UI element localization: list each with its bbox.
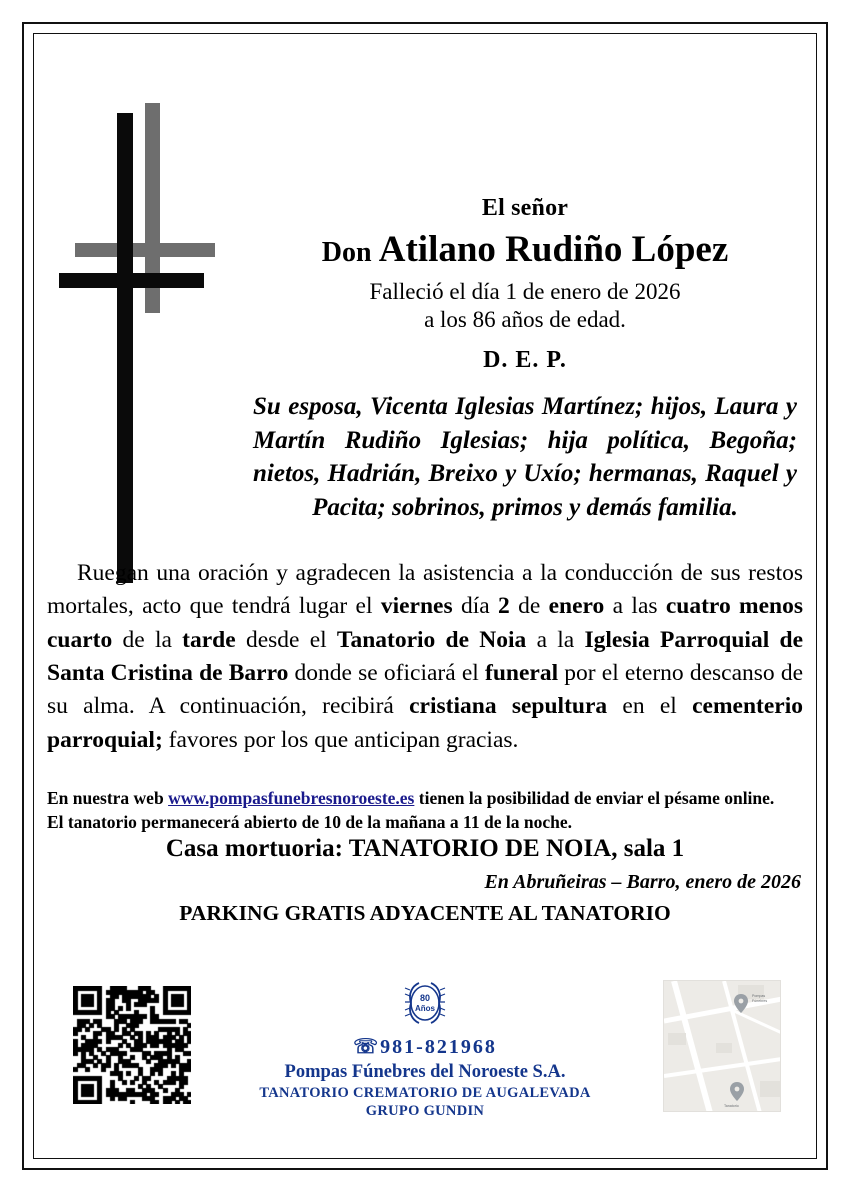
anniversary-badge-icon xyxy=(398,976,452,1030)
svg-text:Tanatorio: Tanatorio xyxy=(724,1104,739,1108)
service-paragraph xyxy=(47,557,803,757)
badge-top-text: 80 xyxy=(419,993,431,1003)
footer xyxy=(45,976,805,1141)
para-bold-cementerio: cementerio parroquial; xyxy=(47,693,803,753)
para-bold-funeral: funeral xyxy=(485,660,559,687)
location-map[interactable] xyxy=(663,980,781,1112)
para-part-8: donde se oficiará el xyxy=(288,660,485,687)
rip-abbreviation: D. E. P. xyxy=(483,347,567,373)
company-line-2: TANATORIO CREMATORIO DE AUGALEVADA xyxy=(259,1085,591,1101)
telephone-icon: ☏ xyxy=(353,1036,381,1058)
notice-content xyxy=(45,45,805,1147)
parking-note: PARKING GRATIS ADYACENTE AL TANATORIO xyxy=(179,901,671,925)
deceased-name xyxy=(245,228,805,271)
age-line: a los 86 años de edad. xyxy=(424,307,626,332)
para-bold-viernes: viernes xyxy=(380,593,453,620)
schedule-note: El tanatorio permanecerá abierto de 10 de la mañana a 11 de la noche. xyxy=(47,811,572,832)
web-note-prefix: En nuestra web xyxy=(47,788,169,808)
para-bold-month: enero xyxy=(548,593,605,620)
map-graphic xyxy=(664,981,781,1112)
para-part-1: Ruegan una oración y agradecen la asistencia a la conducción de sus restos mortales, acto que tendrá lugar el xyxy=(47,560,803,620)
laurel-wreath-icon xyxy=(398,976,452,1030)
para-bold-sepultura: cristiana sepultura xyxy=(409,693,608,720)
cross-shadow-horizontal xyxy=(75,243,215,257)
para-part-5: de la xyxy=(112,626,183,653)
para-bold-daypart: tarde xyxy=(182,626,236,653)
place-and-date: En Abruñeiras – Barro, enero de 2026 xyxy=(484,871,801,893)
para-part-3: de xyxy=(509,593,549,620)
company-line-3: GRUPO GUNDIN xyxy=(365,1103,485,1119)
para-part-11: favores por los que anticipan gracias. xyxy=(162,726,519,753)
para-bold-church: Iglesia Parroquial de Santa Cristina de Barro xyxy=(47,626,803,687)
svg-text:Fúnebres: Fúnebres xyxy=(752,999,768,1003)
death-date: Falleció el día 1 de enero de 2026 xyxy=(369,279,681,304)
para-part-6: desde el xyxy=(235,626,337,653)
cross-bar-vertical xyxy=(117,113,133,583)
deceased-header xyxy=(245,195,805,524)
para-part-10: en el xyxy=(607,693,693,720)
phone-value: 981-821968 xyxy=(380,1036,497,1058)
para-bold-tanatorio: Tanatorio de Noia xyxy=(336,626,527,653)
website-link[interactable]: www.pompasfunebresnoroeste.es xyxy=(168,788,415,808)
web-note-suffix: tienen la posibilidad de enviar el pésame online. xyxy=(414,788,775,808)
para-part-4: a las xyxy=(604,593,666,620)
cross-bar-horizontal xyxy=(59,273,204,288)
svg-text:Pompas: Pompas xyxy=(752,994,766,998)
casa-mortuoria: Casa mortuoria: TANATORIO DE NOIA, sala 1 xyxy=(165,835,685,862)
para-bold-day: 2 xyxy=(498,593,510,620)
company-name: Pompas Fúnebres del Noroeste S.A. xyxy=(284,1062,566,1082)
para-part-9: por el eterno descanso de su alma. A continuación, recibirá xyxy=(47,660,804,720)
para-part-2: día xyxy=(452,593,499,620)
web-note xyxy=(47,787,803,834)
name-prefix: Don xyxy=(321,237,372,268)
para-bold-time: cuatro menos cuarto xyxy=(47,593,803,653)
cross-icon xyxy=(59,95,209,595)
family-list: Su esposa, Vicenta Iglesias Martínez; hijos, Laura y Martín Rudiño Iglesias; hija política, Begoña; nietos, Hadrián, Breixo y Uxío; hermanas, Raquel y Pacita; sobrinos, primos y demás familia. xyxy=(253,393,797,521)
badge-bottom-text: Años xyxy=(415,1004,435,1013)
web-note-line xyxy=(47,787,803,811)
para-part-7: a la xyxy=(526,626,585,653)
honorific: El señor xyxy=(481,195,569,221)
name-value: Atilano Rudiño López xyxy=(378,229,729,270)
